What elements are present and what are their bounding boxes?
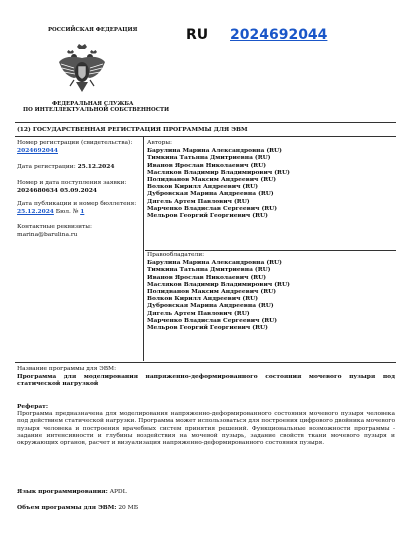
language-row — [17, 488, 127, 496]
authors-block — [147, 140, 290, 219]
publication-date-link[interactable]: 25.12.2024 — [17, 208, 54, 216]
divider-bottom — [15, 362, 396, 363]
reg-date: 25.12.2024 — [77, 163, 115, 171]
abstract-text: Программа предназначена для моделирования напряженно-деформированного состояния мочевого пузыря человека под действием статической нагрузки. Программа может использоваться для построения цифрового двойника мочевого пузыря человека и построения врачебных систем принятия решений. Функциональные возможности программы - задание интенсивности и глубины воздействия на мочевой пузырь, задание свойств ткани мочевого пузыря и окружающих органов, расчет и визуализация напряженно-деформированного состояния пузыря. — [17, 411, 395, 447]
size-label: Объем программы для ЭВМ: — [17, 504, 117, 511]
left-column — [17, 140, 141, 239]
holder-name: Полидванов Максим Андреевич (RU) — [147, 288, 277, 296]
reg-number-label: Номер регистрации (свидетельства): — [17, 140, 133, 146]
program-name-label: Название программы для ЭВМ: — [17, 366, 117, 372]
author-name: Дягель Артем Павлович (RU) — [147, 197, 250, 205]
author-name: Масляков Владимир Владимирович (RU) — [147, 168, 290, 176]
authors-label: Авторы: — [147, 140, 173, 146]
author-name: Тимкина Татьяна Дмитриевна (RU) — [147, 154, 271, 162]
divider-title — [15, 136, 396, 137]
holders-label: Правообладатели: — [147, 252, 205, 258]
holder-name: Тимкина Татьяна Дмитриевна (RU) — [147, 266, 271, 274]
author-name: Иванов Ярослав Николаевич (RU) — [147, 161, 267, 169]
author-name: Полидванов Максим Андреевич (RU) — [147, 176, 277, 184]
size-value: 20 МБ — [118, 505, 139, 511]
size-row — [17, 504, 138, 512]
author-name: Марченко Владислав Сергеевич (RU) — [147, 204, 278, 212]
application-label: Номер и дата поступления заявки: — [17, 179, 127, 186]
holder-name: Барулина Марина Александровна (RU) — [147, 259, 282, 267]
publication-label: Дата публикации и номер бюллетеня: — [17, 201, 137, 208]
author-name: Мельров Георгий Георгиевич (RU) — [147, 212, 268, 220]
bulletin-label: Бюл. № — [55, 209, 79, 216]
section-title: (12) ГОСУДАРСТВЕННАЯ РЕГИСТРАЦИЯ ПРОГРАММЫ ДЛЯ ЭВМ — [17, 126, 248, 133]
authors-holders-divider — [145, 250, 396, 251]
divider-top — [15, 122, 396, 123]
author-name: Дубровская Марина Андреевна (RU) — [147, 190, 274, 198]
agency-name-line1: ФЕДЕРАЛЬНАЯ СЛУЖБА — [52, 101, 134, 107]
program-name-block — [17, 366, 395, 388]
abstract-label: Реферат: — [17, 403, 48, 410]
author-name: Волков Кирилл Андреевич (RU) — [147, 183, 259, 191]
holder-name: Дягель Артем Павлович (RU) — [147, 309, 250, 317]
holder-name: Дубровская Марина Андреевна (RU) — [147, 302, 274, 310]
holder-name: Волков Кирилл Андреевич (RU) — [147, 295, 259, 303]
holder-name: Мельров Георгий Георгиевич (RU) — [147, 324, 268, 332]
holders-block — [147, 252, 290, 331]
program-name: Программа для моделирования напряженно-деформированного состояния мочевого пузыря под статической нагрузкой — [17, 373, 395, 388]
language-value: APDL — [109, 489, 127, 495]
language-label: Язык программирования: — [17, 488, 108, 495]
holder-name: Марченко Владислав Сергеевич (RU) — [147, 316, 278, 324]
registration-number-link[interactable]: 2024692044 — [230, 27, 328, 43]
agency-name-line2: ПО ИНТЕЛЛЕКТУАЛЬНОЙ СОБСТВЕННОСТИ — [23, 107, 170, 113]
reg-number-link[interactable]: 2024692044 — [17, 147, 58, 155]
contacts-value: marina@barulina.ru — [17, 231, 78, 238]
abstract-block — [17, 403, 395, 447]
contacts-label: Контактные реквизиты: — [17, 224, 92, 231]
holder-name: Иванов Ярослав Николаевич (RU) — [147, 273, 267, 281]
reg-date-label: Дата регистрации: — [17, 164, 76, 171]
country-code: RU — [186, 27, 209, 43]
application-value: 2024680634 05.09.2024 — [17, 186, 97, 194]
holder-name: Масляков Владимир Владимирович (RU) — [147, 280, 290, 288]
emblem-icon — [54, 40, 110, 96]
bulletin-number-link[interactable]: 1 — [80, 208, 85, 216]
author-name: Барулина Марина Александровна (RU) — [147, 147, 282, 155]
country-name: РОССИЙСКАЯ ФЕДЕРАЦИЯ — [48, 27, 138, 33]
column-divider — [143, 136, 144, 361]
